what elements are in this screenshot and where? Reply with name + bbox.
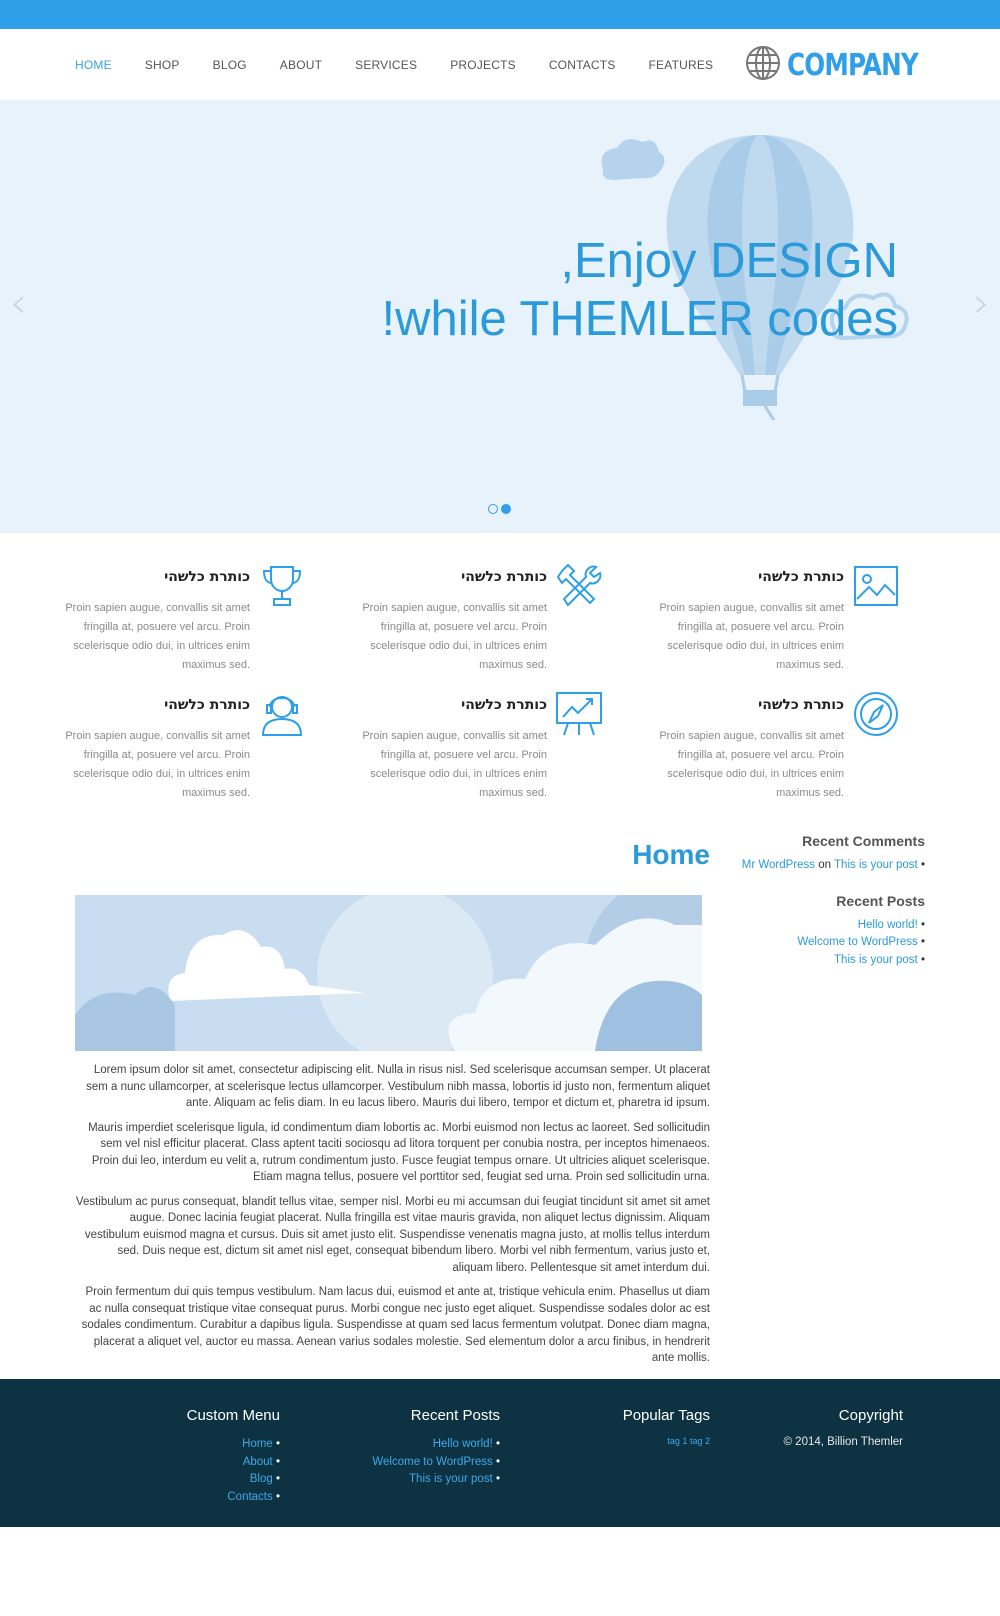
list-item: Welcome to WordPress •: [372, 1455, 500, 1468]
article-paragraph: Lorem ipsum dolor sit amet, consectetur adipiscing elit. Nulla in risus nisl. Sed scelerisque accumsan semper. Ut placerat sem a nunc ullamcorper, at scelerisque lectus ullamcorper. Vestibulum nibh massa, lobortis id justo non, fermentum aliquet ante. Aliquam ac felis diam. In eu lacus libero. Mauris dui libero, tempor et dictum et, pharetra id ipsum.: [86, 1064, 710, 1109]
recent-comments-title: Recent Comments: [802, 833, 925, 849]
footer-recent-posts-list: [372, 1436, 500, 1489]
recent-posts-title: Recent Posts: [836, 892, 925, 909]
footer-copyright-title: Copyright: [838, 1407, 903, 1424]
footer-custom-menu: [187, 1407, 280, 1506]
tag-link[interactable]: tag 2: [689, 1436, 710, 1446]
top-accent-bar: [0, 0, 1000, 29]
recent-comments-list: [730, 857, 925, 875]
feature-6: [594, 683, 844, 799]
feature-2: [297, 555, 547, 671]
comment-author-link[interactable]: Mr WordPress: [741, 859, 816, 871]
nav-contacts[interactable]: CONTACTS: [548, 57, 616, 72]
recent-post-link[interactable]: Welcome to WordPress: [797, 936, 918, 948]
footer-menu-title: Custom Menu: [186, 1407, 280, 1424]
nav-shop[interactable]: SHOP: [144, 57, 180, 72]
footer-recent-posts-title: Recent Posts: [410, 1407, 500, 1424]
footer-menu-link[interactable]: Blog: [249, 1473, 273, 1485]
list-item: Home •: [242, 1438, 280, 1450]
feature-text: Proin sapien augue, convallis sit amet fringilla at, posuere vel arcu. Proin scelerisque odio dui, in ultrices enim maximus sed.: [362, 730, 547, 799]
feature-text: Proin sapien augue, convallis sit amet fringilla at, posuere vel arcu. Proin scelerisque odio dui, in ultrices enim maximus sed.: [659, 730, 844, 799]
hero-line-1: Enjoy DESIGN,: [560, 234, 898, 288]
compass-icon: [851, 689, 901, 739]
company-logo[interactable]: [745, 45, 947, 86]
feature-title: כותרת כלשהי: [758, 569, 844, 585]
sidebar: [730, 833, 925, 969]
recent-post-link[interactable]: Hello world!: [857, 918, 918, 931]
list-item: Blog •: [249, 1473, 280, 1485]
nav-about[interactable]: ABOUT: [279, 57, 323, 72]
hero-headline: [381, 232, 898, 348]
footer-menu-link[interactable]: Contacts: [227, 1490, 273, 1503]
recent-post-link[interactable]: Welcome to WordPress: [372, 1455, 493, 1468]
tag-cloud: [623, 1436, 710, 1446]
footer-tags-title: Popular Tags: [622, 1407, 710, 1424]
footer-menu-link[interactable]: About: [242, 1455, 273, 1468]
hero-line-2: while THEMLER codes!: [381, 292, 898, 346]
main-nav: [75, 29, 746, 100]
feature-4: [0, 683, 250, 799]
globe-icon: [745, 45, 781, 86]
list-item: Hello world! •: [857, 918, 925, 931]
feature-title: כותרת כלשהי: [461, 569, 547, 585]
slider-dot-2[interactable]: [501, 504, 511, 514]
recent-post-link[interactable]: Hello world!: [432, 1438, 493, 1450]
list-item: About •: [242, 1455, 280, 1468]
feature-title: כותרת כלשהי: [164, 569, 250, 585]
feature-title: כותרת כלשהי: [461, 697, 547, 713]
image-icon: [851, 561, 901, 611]
nav-services[interactable]: SERVICES: [355, 57, 418, 72]
clouds-banner-image: [75, 895, 702, 1051]
features-grid: [0, 533, 1000, 833]
footer-copyright: [784, 1407, 904, 1448]
tag-link[interactable]: tag 1: [667, 1436, 688, 1446]
slider-prev-arrow[interactable]: ‹: [10, 278, 27, 327]
footer-popular-tags: [623, 1407, 710, 1446]
feature-text: Proin sapien augue, convallis sit amet fringilla at, posuere vel arcu. Proin scelerisque odio dui, in ultrices enim maximus sed.: [659, 602, 844, 671]
slider-dots: [488, 504, 514, 514]
feature-text: Proin sapien augue, convallis sit amet fringilla at, posuere vel arcu. Proin scelerisque odio dui, in ultrices enim maximus sed.: [65, 730, 250, 799]
article-body: [75, 1062, 710, 1375]
page-title: Home: [632, 839, 710, 870]
feature-title: כותרת כלשהי: [164, 697, 250, 713]
main-content-area: [0, 833, 1000, 1405]
list-item: This is your post •: [834, 953, 925, 966]
list-item: Hello world! •: [432, 1438, 500, 1450]
copyright-text: © 2014, Billion Themler: [783, 1436, 903, 1448]
slider-dot-1[interactable]: [488, 504, 498, 514]
article-paragraph: Proin fermentum dui quis tempus vestibulum. Nam lacus dui, euismod et ante at, tristique vehicula enim. Phasellus ut diam ac nulla consequat tristique vitae consequat purus. Morbi congue nec justo eget aliquet. Suspendisse sodales dolor ac est sodales condimentum. Curabitur a dapibus ligula. Suspendisse at quam sed lacus fermentum volutpat. Donec diam magna, placerat a aliquet vel, auctor eu massa. Aenean varius sodales molestie. Sed elementum dolor a arcu finibus, in hendrerit ante mollis.: [81, 1286, 710, 1364]
recent-posts-list: [730, 917, 925, 970]
comment-item: Mr WordPress on This is your post •: [741, 859, 925, 871]
comment-post-link[interactable]: This is your post: [834, 859, 918, 871]
footer: [0, 1379, 1000, 1527]
feature-1: [0, 555, 250, 671]
list-item: This is your post •: [409, 1473, 500, 1485]
list-item: Contacts •: [227, 1490, 280, 1503]
feature-title: כותרת כלשהי: [758, 697, 844, 713]
header: [0, 29, 1000, 100]
logo-text: COMPANY: [787, 48, 918, 83]
feature-3: [594, 555, 844, 671]
comment-on-text: on: [818, 859, 832, 871]
feature-text: Proin sapien augue, convallis sit amet fringilla at, posuere vel arcu. Proin scelerisque odio dui, in ultrices enim maximus sed.: [65, 602, 250, 671]
hero-slider: [0, 100, 1000, 533]
article-paragraph: Mauris imperdiet scelerisque ligula, id condimentum diam lobortis ac. Morbi euismod non lectus ac laoreet. Sed sollicitudin sem vel nisl efficitur placerat. Class aptent taciti sociosqu ad litora torquent per conubia nostra, per inceptos himenaeos. Proin dui leo, interdum eu velit a, rutrum condimentum justo. Fusce feugiat tempus ornare. Ut ultricies aliquet scelerisque. Etiam magna tellus, posuere vel porttitor sed, feugiat sed urna. Proin sed sollicitudin urna.: [88, 1121, 710, 1183]
feature-5: [297, 683, 547, 799]
article-paragraph: Vestibulum ac purus consequat, blandit tellus vitae, semper nisl. Morbi eu mi accumsan dui feugiat tincidunt sit amet sit amet augue. Donec lacinia feugiat placerat. Nulla fringilla est vitae mauris gravida, non aliquet lectus dignissim. Aliquam vestibulum euismod magna et cursus. Duis sit amet justo elit. Suspendisse venenatis magna justo, at mollis tellus interdum sed. Duis neque est, dictum sit amet nisl eget, consequat bibendum libero. Morbi vel nibh fermentum, varius justo et, aliquam libero. Pellentesque sit amet interdum dui.: [75, 1195, 710, 1274]
footer-menu-link[interactable]: Home: [242, 1438, 273, 1450]
nav-projects[interactable]: PROJECTS: [450, 57, 516, 72]
feature-text: Proin sapien augue, convallis sit amet fringilla at, posuere vel arcu. Proin scelerisque odio dui, in ultrices enim maximus sed.: [362, 602, 547, 671]
recent-post-link[interactable]: This is your post: [834, 953, 918, 966]
nav-home[interactable]: HOME: [75, 57, 112, 72]
recent-post-link[interactable]: This is your post: [409, 1473, 493, 1485]
slider-next-arrow[interactable]: ›: [973, 278, 990, 327]
footer-menu-list: [187, 1436, 280, 1506]
nav-blog[interactable]: BLOG: [212, 57, 247, 72]
nav-features[interactable]: FEATURES: [648, 57, 714, 72]
list-item: Welcome to WordPress •: [797, 936, 925, 948]
footer-recent-posts: [372, 1407, 500, 1489]
